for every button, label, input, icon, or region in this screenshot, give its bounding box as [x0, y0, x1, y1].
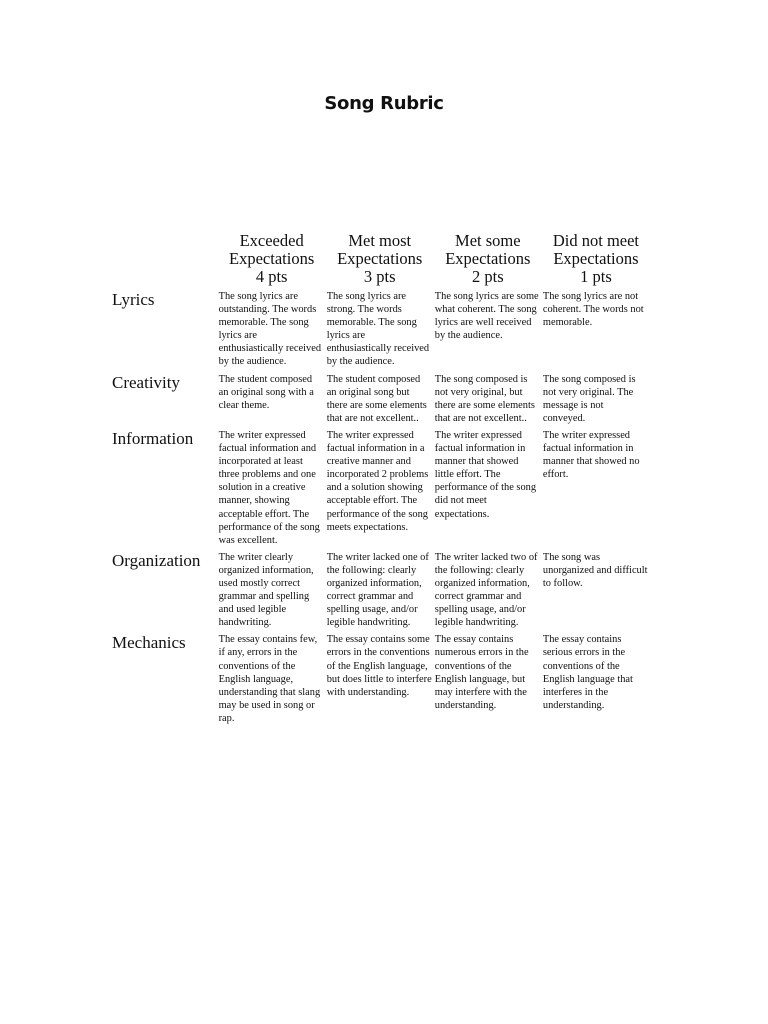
- level-name-line2: Expectations: [553, 249, 639, 268]
- level-name-line1: Met some: [455, 231, 521, 250]
- level-header-did-not-meet: [542, 232, 650, 290]
- rubric-row-organization: [110, 551, 650, 634]
- criterion-label: Lyrics: [112, 290, 155, 309]
- header-row: [110, 232, 650, 290]
- level-name-line1: Did not meet: [552, 231, 640, 250]
- rubric-cell: The student composed an original song but there are some elements that are not excellent..: [326, 373, 427, 424]
- criterion-label: Mechanics: [112, 633, 186, 653]
- level-points: 2 pts: [472, 267, 504, 286]
- criterion-label: Information: [112, 428, 194, 448]
- level-name-line2: Expectations: [229, 249, 315, 268]
- rubric-cell: The song lyrics are strong. The words memorable. The song lyrics are enthusiastically received by the audience.: [326, 291, 430, 368]
- rubric-cell: The writer expressed factual information and incorporated at least three problems and one solution in a creative manner, showing acceptable effort. The performance of the song was excellent.: [218, 429, 320, 546]
- rubric-cell: The essay contains some errors in the conventions of the English language, but does little to interfere with understanding.: [326, 634, 432, 698]
- criterion-header: [110, 232, 218, 290]
- rubric-row-information: [110, 429, 650, 551]
- rubric-cell: The song lyrics are outstanding. The words memorable. The song lyrics are enthusiastically received by the audience.: [218, 291, 322, 368]
- rubric-cell: The song composed is not very original, but there are some elements that are not excellent..: [434, 373, 535, 424]
- rubric-cell: The student composed an original song with a clear theme.: [218, 373, 314, 411]
- rubric-cell: The song lyrics are some what coherent. The song lyrics are well received by the audience.: [434, 291, 539, 342]
- criterion-label: Organization: [112, 550, 201, 570]
- rubric-cell: The song was unorganized and difficult to follow.: [542, 551, 648, 589]
- rubric-cell: The writer expressed factual information in manner that showed no effort.: [542, 429, 640, 481]
- rubric-cell: The essay contains numerous errors in the conventions of the English language, but may interfere with the understanding.: [434, 634, 529, 711]
- page-title: Song Rubric: [324, 93, 444, 114]
- rubric-cell: The writer expressed factual information in manner that showed little effort. The performance of the song did not meet expectations.: [434, 429, 537, 520]
- level-points: 3 pts: [363, 267, 396, 286]
- rubric-cell: The writer expressed factual information in a creative manner and incorporated 2 problems and a solution showing acceptable effort. The performance of the song meets expectations.: [326, 429, 429, 533]
- rubric-cell: The essay contains serious errors in the conventions of the English language that interferes in the understanding.: [542, 634, 633, 711]
- rubric-table: [110, 232, 650, 729]
- rubric-row-mechanics: [110, 633, 650, 729]
- rubric-cell: The writer lacked two of the following: clearly organized information, correct grammar and spelling usage, and/or legible handwriting.: [434, 551, 538, 629]
- rubric-cell: The song lyrics are not coherent. The words not memorable.: [542, 291, 644, 329]
- rubric-row-lyrics: [110, 290, 650, 373]
- rubric-cell: The writer lacked one of the following: clearly organized information, correct grammar and spelling usage, and/or legible handwriting.: [326, 551, 429, 629]
- level-name-line1: Exceeded: [239, 231, 304, 250]
- level-points: 4 pts: [255, 267, 288, 286]
- rubric-row-creativity: [110, 373, 650, 429]
- rubric-cell: The writer clearly organized information, used mostly correct grammar and spelling and used legible handwriting.: [218, 551, 314, 629]
- rubric-cell: The essay contains few, if any, errors in the conventions of the English language, understanding that slang may be used in song or rap.: [218, 634, 321, 724]
- rubric-cell: The song composed is not very original. The message is not conveyed.: [542, 373, 636, 424]
- level-name-line2: Expectations: [445, 249, 531, 268]
- level-header-met-most: [326, 232, 434, 290]
- level-points: 1 pts: [580, 267, 612, 286]
- level-header-exceeded: [218, 232, 326, 290]
- level-name-line1: Met most: [348, 231, 412, 250]
- level-name-line2: Expectations: [337, 249, 423, 268]
- criterion-label: Creativity: [112, 372, 180, 392]
- level-header-met-some: [434, 232, 542, 290]
